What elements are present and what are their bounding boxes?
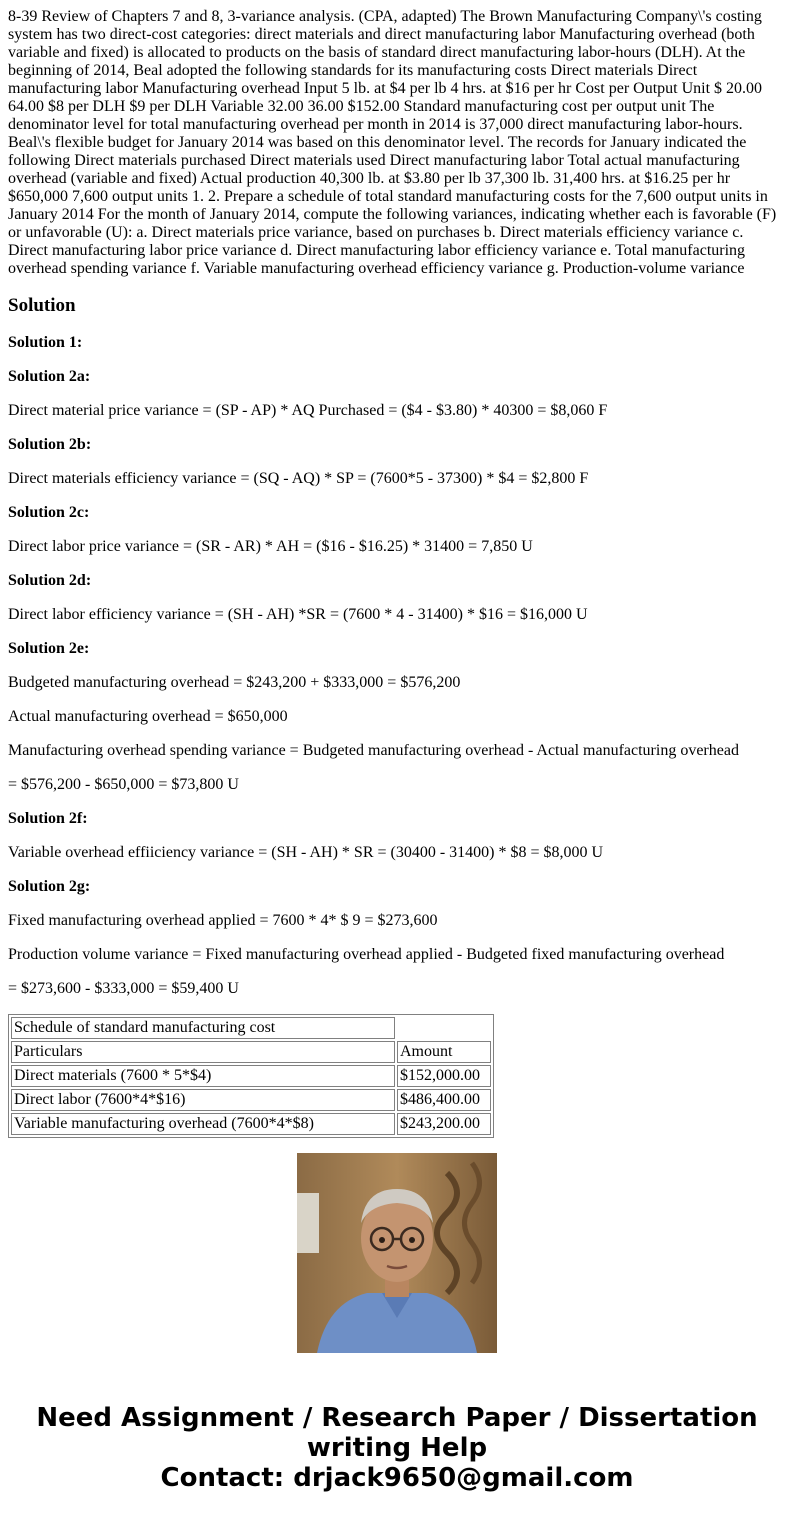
solution-2g-applied: Fixed manufacturing overhead applied = 7600 * 4* $ 9 = $273,600 [8,912,438,929]
row-label: Direct labor (7600*4*$16) [11,1089,395,1111]
column-header-amount: Amount [397,1041,491,1063]
solution-2c-text: Direct labor price variance = (SR - AR) * AH = ($16 - $16.25) * 31400 = 7,850 U [8,538,533,555]
question-text: 8-39 Review of Chapters 7 and 8, 3-variance analysis. (CPA, adapted) The Brown Manufacturing Company\'s costing system has two direct-cost categories: direct materials and direct manufacturing labor Manufacturing overhead (both variable and fixed) is allocated to products on the basis of standard direct manufacturing labor-hours (DLH). At the beginning of 2014, Beal adopted the following standards for its manufacturing costs Direct materials Direct manufacturing labor Manufacturing overhead Input 5 lb. at $4 per lb 4 hrs. at $16 per hr Cost per Output Unit $ 20.00 64.00 $8 per DLH $9 per DLH Variable 32.00 36.00 $152.00 Standard manufacturing cost per output unit The denominator level for total manufacturing overhead per month in 2014 is 37,000 direct manufacturing labor-hours. Beal\'s flexible budget for January 2014 was based on this denominator level. The records for January indicated the following Direct materials purchased Direct materials used Direct manufacturing labor Total actual manufacturing overhead (variable and fixed) Actual production 40,300 lb. at $3.80 per lb 37,300 lb. 31,400 hrs. at $16.25 per hr $650,000 7,600 output units 1. 2. Prepare a schedule of total standard manufacturing costs for the 7,600 output units in January 2014 For the month of January 2014, compute the following variances, indicating whether each is favorable (F) or unfavorable (U): a. Direct materials price variance, based on purchases b. Direct materials efficiency variance c. Direct manufacturing labor price variance d. Direct manufacturing labor efficiency variance e. Total manufacturing overhead spending variance f. Variable manufacturing overhead efficiency variance g. Production-volume variance [8,8,777,277]
row-amount: $486,400.00 [397,1089,491,1111]
column-header-particulars: Particulars [11,1041,395,1063]
table-row [11,1065,491,1087]
promo-line-2: writing Help [306,1433,488,1463]
solution-2f-heading: Solution 2f: [8,810,88,827]
row-label: Variable manufacturing overhead (7600*4*$8) [11,1113,395,1135]
solution-1-heading: Solution 1: [8,334,83,351]
answer-content [8,8,784,1132]
solution-2d-text: Direct labor efficiency variance = (SH - AH) *SR = (7600 * 4 - 31400) * $16 = $16,000 U [8,606,588,623]
solution-2f-text: Variable overhead effiiciency variance = (SH - AH) * SR = (30400 - 31400) * $8 = $8,000 U [8,844,604,861]
table-row [11,1089,491,1111]
solution-2b-heading: Solution 2b: [8,436,92,453]
solution-2e-actual: Actual manufacturing overhead = $650,000 [8,708,288,725]
solution-2g-heading: Solution 2g: [8,878,91,895]
table-row [11,1113,491,1135]
promo-banner [0,1403,794,1493]
solution-2e-result: = $576,200 - $650,000 = $73,800 U [8,776,239,793]
avatar [297,1153,497,1353]
solution-2a-text: Direct material price variance = (SP - AP) * AQ Purchased = ($4 - $3.80) * 40300 = $8,060 F [8,402,608,419]
table-row [11,1041,491,1063]
promo-contact[interactable]: Contact: drjack9650@gmail.com [160,1463,634,1493]
schedule-table [8,1014,494,1138]
solution-2g-result: = $273,600 - $333,000 = $59,400 U [8,980,239,997]
solution-2g-formula: Production volume variance = Fixed manufacturing overhead applied - Budgeted fixed manufacturing overhead [8,946,725,963]
solution-heading: Solution [8,295,76,316]
table-cell-empty [397,1017,491,1039]
solution-2d-heading: Solution 2d: [8,572,92,589]
schedule-title: Schedule of standard manufacturing cost [11,1017,395,1039]
tutor-portrait [297,1153,497,1353]
solution-2c-heading: Solution 2c: [8,504,90,521]
table-row [11,1017,491,1039]
row-amount: $152,000.00 [397,1065,491,1087]
solution-2a-heading: Solution 2a: [8,368,91,385]
row-amount: $243,200.00 [397,1113,491,1135]
solution-2e-heading: Solution 2e: [8,640,90,657]
solution-2e-formula: Manufacturing overhead spending variance = Budgeted manufacturing overhead - Actual manufacturing overhead [8,742,739,759]
solution-2b-text: Direct materials efficiency variance = (SQ - AQ) * SP = (7600*5 - 37300) * $4 = $2,800 F [8,470,589,487]
row-label: Direct materials (7600 * 5*$4) [11,1065,395,1087]
solution-2e-budgeted: Budgeted manufacturing overhead = $243,200 + $333,000 = $576,200 [8,674,461,691]
promo-line-1: Need Assignment / Research Paper / Dissertation [36,1403,758,1433]
